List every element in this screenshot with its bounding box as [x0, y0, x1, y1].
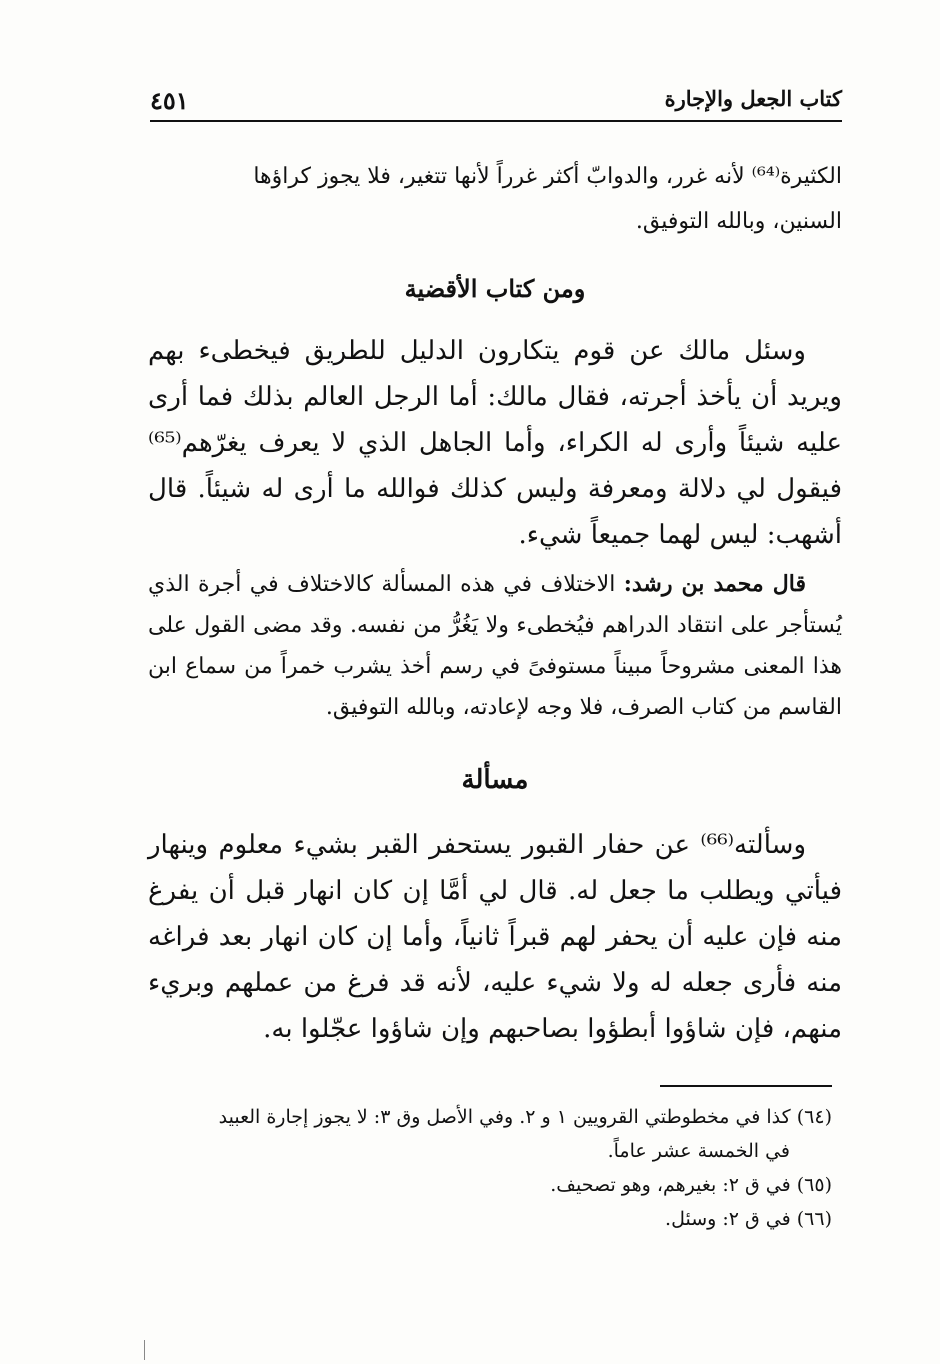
- footnote-66: (٦٦) في ق ٢: وسئل.: [665, 1208, 832, 1230]
- footnote-divider: [660, 1085, 832, 1087]
- running-title: كتاب الجعل والإجارة: [664, 86, 842, 111]
- intro-line-2: السنين، وبالله التوفيق.: [635, 209, 842, 234]
- page-header: [150, 86, 842, 122]
- commentary-paragraph: [148, 564, 842, 728]
- footnote-65: (٦٥) في ق ٢: بغيرهم، وهو تصحيف.: [550, 1174, 832, 1196]
- footnote-64: (٦٤) كذا في مخطوطتي القرويين ١ و ٢. وفي الأصل وق ٣: لا يجوز إجارة العبيد: [218, 1106, 832, 1128]
- footnotes: [140, 1100, 832, 1236]
- section-heading-aqdiya: ومن كتاب الأقضية: [404, 274, 586, 303]
- commentary-text: الاختلاف في هذه المسألة كالاختلاف في أجرة الذي يُستأجر على انتقاد الدراهم فيُخطىء ولا يَغُرُّ من نفسه. وقد مضى القول على هذا المعنى مشروحاً مبيناً مستوفىً في رسم أخذ يشرب خمراً من سماع ابن القاسم من كتاب الصرف، فلا وجه لإعادته، وبالله التوفيق.: [148, 572, 842, 720]
- intro-paragraph: [148, 154, 842, 244]
- section2-paragraph: وسألته⁽⁶⁶⁾ عن حفار القبور يستحفر القبر بشيء معلوم وينهار فيأتي ويطلب ما جعل له. قال لي أمَّا إن كان انهار قبل أن يفرغ منه فإن عليه أن يحفر لهم قبراً ثانياً، وأما إن كان انهار بعد فراغه منه فأرى جعله له ولا شيء عليه، لأنه قد فرغ من عملهم وبريء منهم، فإن شاؤوا أبطؤوا بصاحبهم وإن شاؤوا عجّلوا به.: [148, 830, 842, 1044]
- footnote-64-continued: في الخمسة عشر عاماً.: [607, 1140, 790, 1162]
- intro-line-1: الكثيرة⁽⁶⁴⁾ لأنه غرر، والدوابّ أكثر غرراً لأنها تتغير، فلا يجوز كراؤها: [253, 164, 842, 189]
- page-number: ٤٥١: [150, 86, 189, 115]
- section1-paragraph: وسئل مالك عن قوم يتكارون الدليل للطريق فيخطىء بهم ويريد أن يأخذ أجرته، فقال مالك: أما الرجل العالم بذلك فما أرى عليه شيئاً وأرى له الكراء، وأما الجاهل الذي لا يعرف يغرّهم⁽⁶⁵⁾ فيقول لي دلالة ومعرفة وليس كذلك فوالله ما أرى له شيئاً. قال أشهب: ليس لهما جميعاً شيء.: [148, 336, 842, 550]
- scan-mark: [144, 1340, 145, 1360]
- commentary-lead: قال محمد بن رشد:: [623, 571, 807, 597]
- section-heading-masala: مسألة: [461, 765, 529, 795]
